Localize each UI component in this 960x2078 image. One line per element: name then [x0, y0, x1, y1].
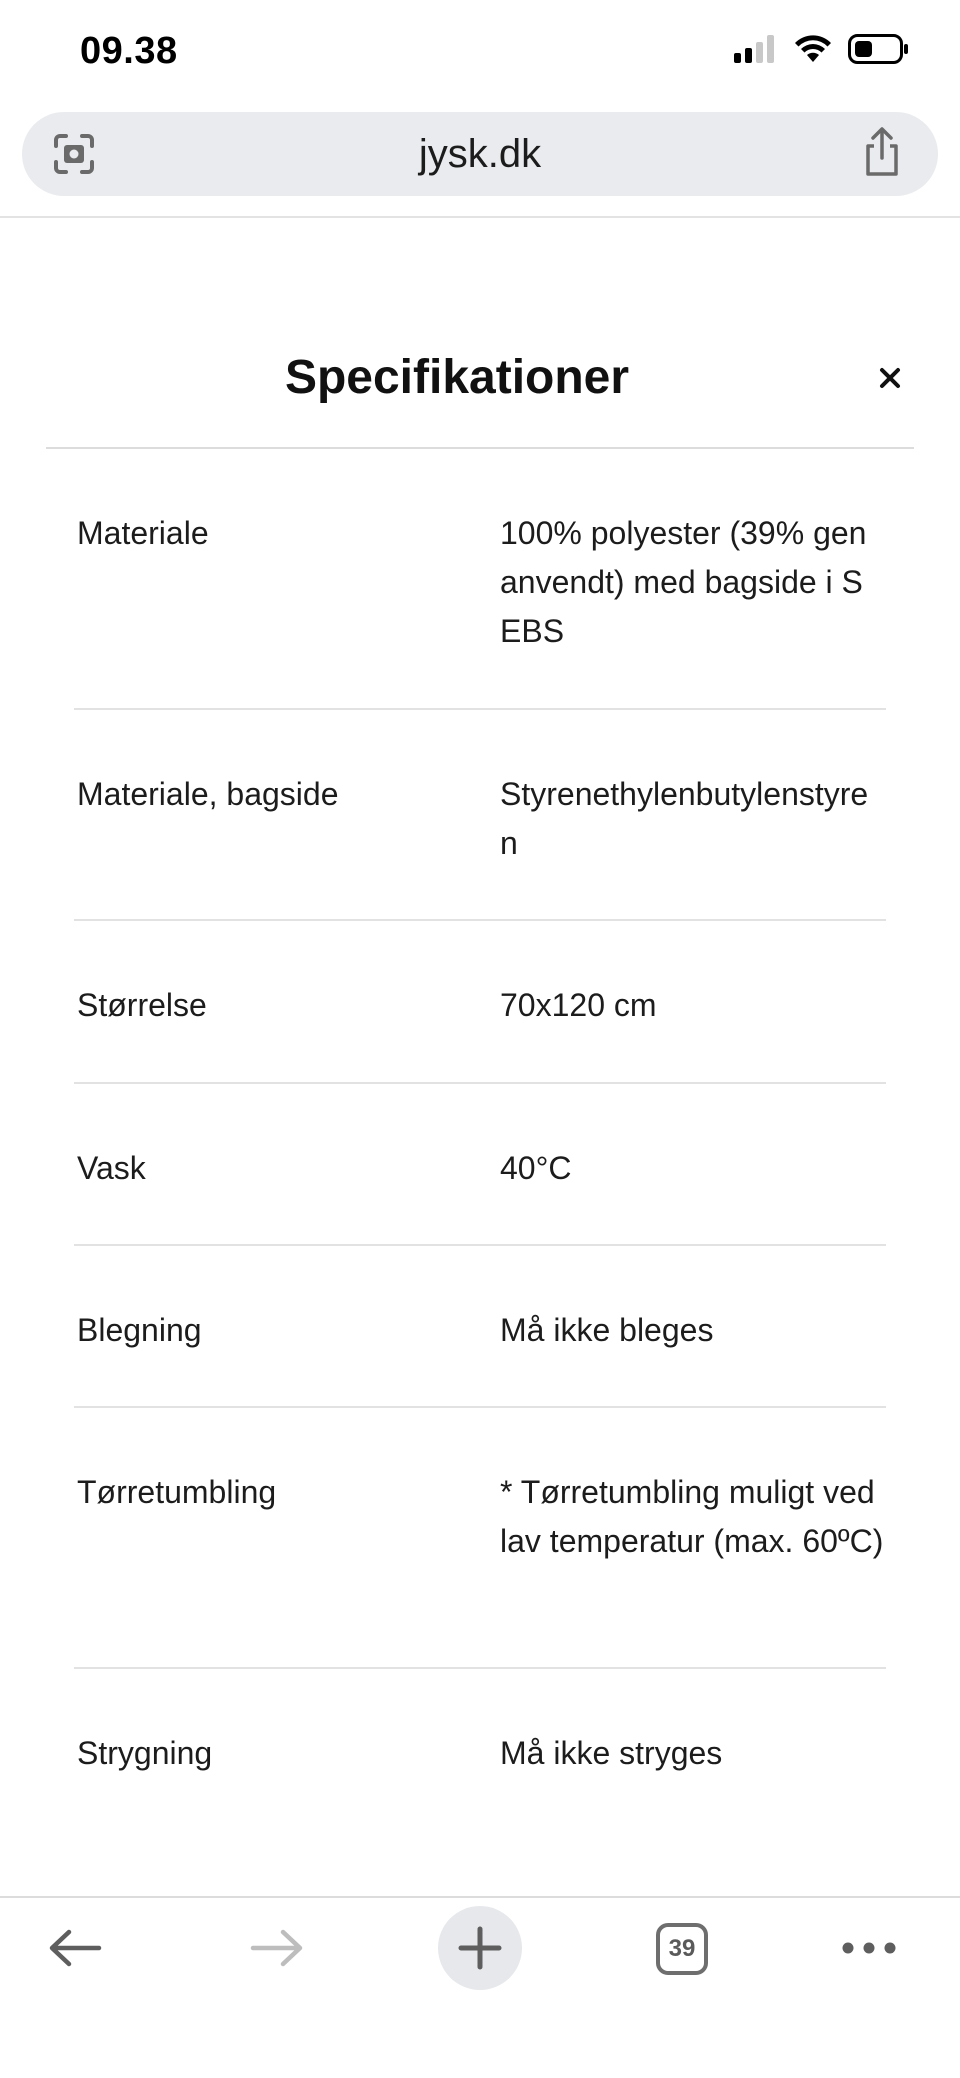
new-tab-button[interactable] — [438, 1906, 522, 1990]
spec-value: 40°C — [500, 1150, 572, 1186]
spec-value: * Tørretumbling muligt ved lav temperatur (max. 60ºC) — [500, 1474, 884, 1559]
share-icon[interactable] — [858, 126, 906, 178]
signal-icon — [734, 35, 778, 63]
more-button[interactable] — [834, 1898, 904, 1998]
spec-value: 70x120 cm — [500, 987, 657, 1023]
spec-row — [74, 1408, 886, 1669]
spec-label: Tørretumbling — [77, 1474, 277, 1510]
back-button[interactable] — [38, 1898, 112, 1998]
status-time: 09.38 — [80, 30, 178, 72]
forward-button[interactable] — [240, 1898, 314, 1998]
tabs-button[interactable] — [656, 1923, 708, 1975]
more-icon[interactable] — [841, 1941, 897, 1955]
spec-label: Materiale — [77, 515, 209, 551]
spec-value: 100% polyester (39% genanvendt) med bagside i SEBS — [500, 515, 867, 649]
modal-title: Specifikationer — [284, 351, 630, 404]
spec-label: Størrelse — [77, 987, 207, 1023]
spec-label: Vask — [77, 1150, 146, 1186]
spec-label: Strygning — [77, 1735, 213, 1771]
spec-list — [74, 449, 886, 1829]
close-icon[interactable] — [879, 367, 901, 389]
address-bar[interactable] — [22, 112, 938, 196]
spec-value: Må ikke bleges — [500, 1312, 714, 1348]
status-icons — [734, 34, 910, 64]
spec-row — [74, 449, 886, 710]
wifi-icon — [794, 35, 832, 63]
header-divider — [0, 216, 960, 218]
plus-icon[interactable] — [458, 1926, 502, 1970]
tab-count: 39 — [668, 1935, 696, 1962]
spec-label: Blegning — [77, 1312, 202, 1348]
bottom-toolbar — [0, 1898, 960, 2078]
status-bar — [0, 0, 960, 106]
forward-arrow-icon[interactable] — [249, 1928, 305, 1968]
spec-row — [74, 1669, 886, 1829]
spec-value: Styrenethylenbutylenstyren — [500, 776, 869, 861]
battery-icon — [848, 34, 910, 64]
spec-row — [74, 710, 886, 921]
url-text[interactable]: jysk.dk — [418, 132, 542, 176]
spec-label: Materiale, bagside — [77, 776, 339, 812]
spec-row — [74, 1084, 886, 1246]
back-arrow-icon[interactable] — [47, 1928, 103, 1968]
spec-row — [74, 1246, 886, 1408]
spec-row — [74, 921, 886, 1084]
close-button[interactable] — [866, 354, 914, 402]
spec-value: Må ikke stryges — [500, 1735, 723, 1771]
